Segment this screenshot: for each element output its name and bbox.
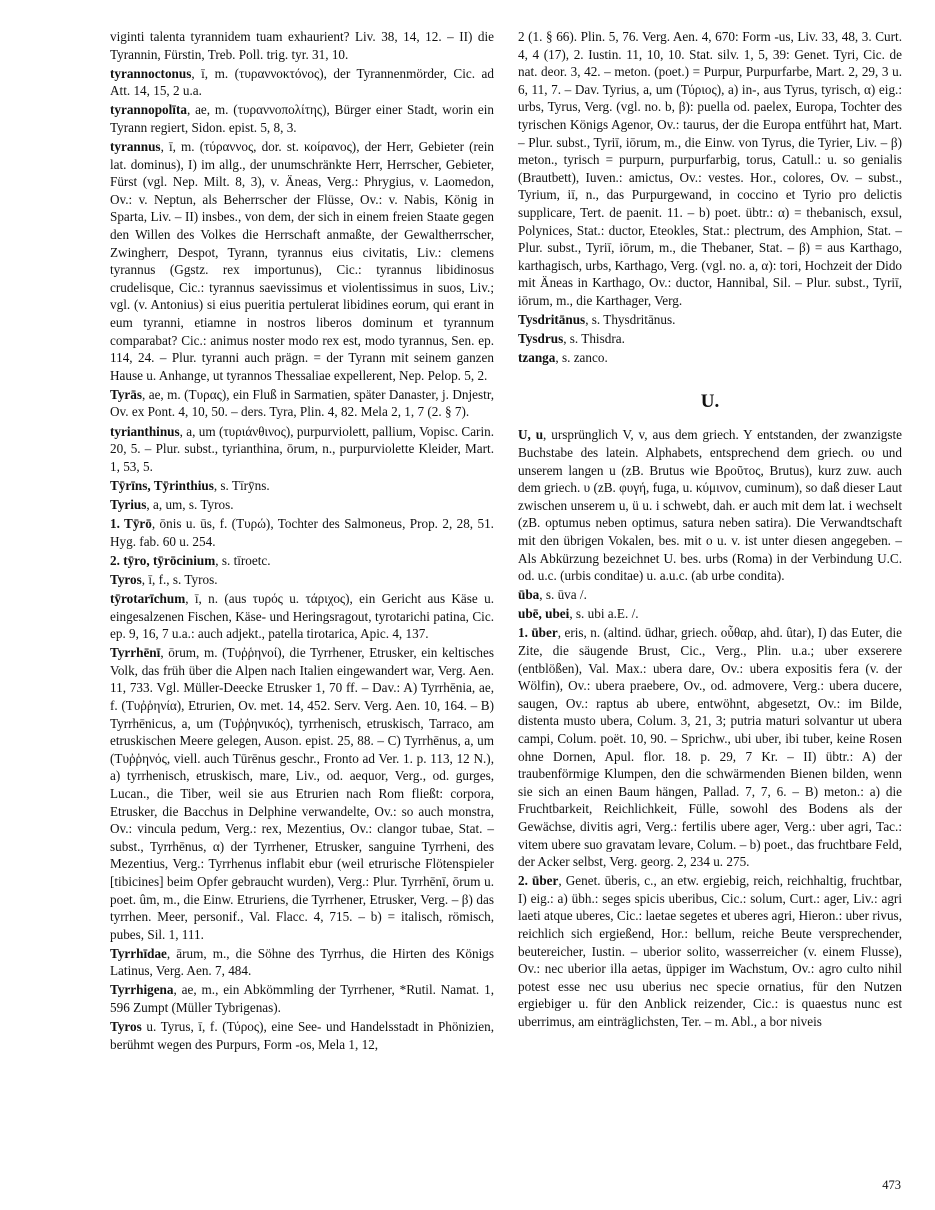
dictionary-entry bbox=[110, 65, 494, 100]
entry-headword: tyrannus bbox=[110, 139, 161, 155]
entry-headword: Tyros bbox=[110, 1019, 142, 1035]
entry-headword: Tysdritānus bbox=[518, 312, 586, 327]
entry-text: , ae, m. (τυραννοπολίτης), Bürger einer Stadt, worin ein Tyrann regiert, Sidon. epist. 5, 8, 3. bbox=[110, 102, 494, 135]
left-column bbox=[110, 28, 494, 1055]
entry-headword: U, u bbox=[518, 427, 544, 443]
dictionary-entry bbox=[110, 552, 494, 570]
entry-text: , a, um (τυριάνθινος), purpurviolett, pallium, Vopisc. Carin. 20, 5. – Plur. subst., tyrianthina, ōrum, n., purpurviolette Kleider, Mart. 1, 53, 5. bbox=[110, 423, 494, 474]
entry-text: , ae, m., ein Abkömmling der Tyrrhener, *Rutil. Namat. 1, 596 Zumpt (Müller Tybrigenas). bbox=[110, 982, 494, 1016]
entry-headword: tȳrotarīchum bbox=[110, 590, 186, 606]
entry-headword: tzanga bbox=[518, 350, 556, 366]
entry-headword: 2. tȳro, tȳrōcinium bbox=[110, 552, 216, 568]
section-letter-heading: U. bbox=[700, 390, 720, 412]
dictionary-entry bbox=[110, 477, 494, 495]
dictionary-entry bbox=[518, 349, 902, 367]
entry-headword: Tyrius bbox=[110, 496, 147, 512]
dictionary-entry bbox=[110, 571, 494, 589]
dictionary-entry bbox=[110, 423, 494, 476]
dictionary-entry bbox=[110, 981, 494, 1016]
entry-text: , ae, m. (Τυρας), ein Fluß in Sarmatien, später Danaster, j. Dnjestr, Ov. ex Pont. 4, 10, 50. – ders. Tyra, Plin. 4, 82. Mela 2, 1, 7 (2. § 7). bbox=[110, 386, 494, 420]
entry-text: , ī, n. (aus τυρός u. τάριχος), ein Gericht aus Käse u. eingesalzenen Fischen, Käse- und Heringsragout, tyrotarichi patina, Cic. ep. 9, 16, 7 u.a.: auch adjekt., patella tirotarica, Apic. 4, 137. bbox=[110, 590, 494, 642]
dictionary-entry bbox=[518, 872, 902, 1030]
entry-headword: Tyros bbox=[110, 571, 142, 587]
entry-text: , ārum, m., die Söhne des Tyrrhus, die Hirten des Königs Latinus, Verg. Aen. 7, 484. bbox=[110, 945, 494, 979]
dictionary-entry bbox=[110, 496, 494, 514]
entry-text: , s. Thysdritānus. bbox=[585, 312, 676, 327]
entry-headword: Tyrrhīdae bbox=[110, 945, 167, 961]
entry-text: , ōrum, m. (Τυῤῥηνοί), die Tyrrhener, Etrusker, ein keltisches Volk, das früh über die Alpen nach Italien eingewandert war, Verg. Aen. 11, 733. Vgl. Müller-Deecke Etrusker 1, 70 ff. – Dav.: A) Tyrrhēnia, ae, f. (Τυῤῥηνία), Etrurien, Ov. met. 14, 452. Serv. Verg. Aen. 10, 164. – B) Tyrrhēnicus, a, um (Τυῤῥηνικός), tyrrhenisch, etruskisch, Tarraco, am etruskischen Meere gelegen, Auson. epist. 25, 88. – C) Tyrrhēnus, a, um (Τυῤῥηνός, viell. auch Tūrēnus geschr., Fronto ad Ver. 1. p. 113, 12 N.), a) tyrrhenisch, etruskisch, mare, Liv., od. aequor, Verg., od. gurges, Lucan., die Tiber, weil sie aus Etrurien nach Rom fließt: corpora, Etrusker, die Bacchus in Delphine verwandelte, Ov.: so auch monstra, Ov.: vincula pedum, Verg.: rex, Mezentius, Ov.: clangor tubae, Stat. – subst., Tyrrhēnus, α) der Tyrrhener, Etrusker, sanguine Tyrrheni, des Mezentius, Verg.: Tyrrhenus inflabit ebur (weil etrurische Flötenspieler [tibicines] beim Opfer gebraucht wurden), Verg.: Plur. Tyrrhēnī, ōrum u. poet. ûm, m., die Einw. Etruriens, die Tyrrhener, Etrusker, Verg. – β) das tyrrhen. Meer, personif., Val. Flacc. 4, 715. – b) = italisch, römisch, pubes, Sil. 1, 111. bbox=[110, 645, 494, 942]
dictionary-entry bbox=[518, 586, 902, 604]
entry-text: , eris, n. (altind. ūdhar, griech. οὖθαρ, ahd. ûtar), I) das Euter, die Zite, die säugende Brust, Cic., Verg., Plin. u.a.; uber exserere (entblößen), Val. Max.: ubera dare, Ov.: ubera expositis fera (v. der Wölfin), Ov.: ubera praebere, Ov., od. admovere, Verg.: ubera ducere, saugen, Ov.: raptus ab ubere, entwöhnt, abgesetzt, Ov.: im Bilde, distenta musto ubera, Colum. 3, 21, 3; putria maturi solvantur ut ubera campi, Colum. poët. 10, 90. – Sprichw., ubi uber, ibi tuber, keine Rosen ohne Dornen, Apul. flor. 18. p. 29, 7 Kr. – II) übtr.: A) der traubenförmige Klumpen, den die schwärmenden Bienen bilden, wenn sie sich an einen Baum hängen, Pallad. 7, 7, 6. – B) meton.: a) die Fruchtbarkeit, Reichlichkeit, Fülle, sowohl des Bodens als der Gewächse, divitis agri, Verg.: fertilis ubere ager, Verg.: uber agri, Tac.: vitem ubere suo gravatam levare, Colum. – b) poet., das fruchtbare Feld, der Acker selbst, Verg. georg. 2, 234 u. 275. bbox=[518, 625, 902, 870]
dictionary-entry bbox=[518, 426, 902, 584]
entry-text: , s. zanco. bbox=[555, 350, 608, 366]
dictionary-entry bbox=[518, 28, 902, 310]
dictionary-entry bbox=[518, 624, 902, 870]
dictionary-entry bbox=[518, 311, 902, 329]
entry-headword: ubē, ubei bbox=[518, 606, 570, 622]
dictionary-entry bbox=[110, 590, 494, 643]
entry-headword: Tyrrhēnī bbox=[110, 645, 161, 661]
dictionary-entry bbox=[110, 945, 494, 980]
entry-text: 2 (1. § 66). Plin. 5, 76. Verg. Aen. 4, 670: Form -us, Liv. 33, 48, 3. Curt. 4, 4 (17), 2. Iustin. 11, 10, 10. Stat. silv. 1, 5, 39: Genet. Tyri, Cic. de nat. deor. 3, 42. – meton. (poet.) = Purpur, Purpurfarbe, Mart. 2, 29, 3 u. 6, 11, 7. – Dav. Tyrius, a, um (Τύριος), a) in-, aus Tyrus, tyrisch, α) eig.: urbs, Tyrus, Verg. (vgl. no. b, β): puella od. paelex, Europa, Tochter des tyrischen Königs Agenor, Ov.: taurus, der die Europa entführt hat, Mart. – Plur. subst., Tyriī, iōrum, m., die Einw. von Tyrus, die Tyrier, Liv. – β) meton., tyrisch = purpurn, purpurfarbig, torus, Catull.: u. so genialis (Brautbett), Iuven.: amictus, Ov.: vestes. Hor., colores, Ov. – subst., Tyrium, iī, n., das Purpurgewand, in coccino et Tyrio pro delictis supplicare, Tert. de paenit. 11. – b) poet. übtr.: α) = thebanisch, exsul, Polynices, Stat.: ductor, Eteokles, Stat.: plectrum, des Amphion, Stat. – Plur. subst., Tyriī, iōrum, m., die Thebaner, Stat. – β) = aus Karthago, karthagisch, urbs, Karthago, Verg. (vgl. no. a, α): tori, Hochzeit der Dido mit Äneas in Karthago, Ov.: ductor, Hannibal, Sil. – Plur. subst., Tyriī, iōrum, m., die Karthager, Verg. bbox=[518, 29, 903, 308]
entry-headword: 2. ūber bbox=[518, 873, 559, 889]
dictionary-entry bbox=[110, 515, 494, 550]
dictionary-entry bbox=[110, 101, 494, 136]
entry-text: , s. ubi a.E. /. bbox=[569, 606, 639, 622]
dictionary-entry bbox=[110, 644, 494, 943]
entry-headword: 1. ūber bbox=[518, 625, 558, 641]
entry-text: , ōnis u. ūs, f. (Τυρώ), Tochter des Salmoneus, Prop. 2, 28, 51. Hyg. fab. 60 u. 254. bbox=[110, 516, 494, 549]
entry-headword: Tyrās bbox=[110, 386, 142, 402]
entry-text: , a, um, s. Tyros. bbox=[146, 496, 234, 512]
dictionary-entry bbox=[518, 605, 902, 623]
entry-text: , ī, m. (τυραννοκτόνος), der Tyrannenmörder, Cic. ad Att. 14, 15, 2 u.a. bbox=[110, 65, 494, 99]
dictionary-entry bbox=[110, 386, 494, 421]
entry-text: , s. Tīrȳns. bbox=[213, 477, 270, 493]
entry-headword: Tȳrīns, Tȳrinthius bbox=[110, 477, 214, 493]
dictionary-entry bbox=[110, 1018, 494, 1053]
entry-headword: tyrannopolīta bbox=[110, 102, 187, 118]
entry-headword: ūba bbox=[518, 587, 540, 603]
page-number: 473 bbox=[882, 1178, 901, 1192]
entry-headword: tyrianthinus bbox=[110, 423, 180, 439]
entry-headword: Tysdrus bbox=[518, 331, 564, 347]
entry-text: , Genet. ūberis, c., an etw. ergiebig, reich, reichhaltig, fruchtbar, I) eig.: a) übh.: seges spicis uberibus, Cic.: solum, Curt.: ager, Liv.: agri laeti atque uberes, Cic.: laetae segetes et uberes agri, Hieron.: uber rivus, reichlich sich ergießend, Hor.: bellum, reiche Beute versprechender, beutereicher, Iustin. – uberior solito, wasserreicher (v. einem Flusse), Ov.: nec uberior illa aetas, üppiger im Wachstum, Ov.: agro culto nihil potest esse nec usu uberius nec specie ornatius, für den Nutzen ergiebiger u. für den Anblick reizender, Cic.: is quaestus nunc est uberrimus, am einträglichsten, Ter. – m. Abl., a bor niveis bbox=[518, 873, 902, 1029]
entry-text: , s. tīroetc. bbox=[215, 552, 271, 568]
entry-text: , s. Thisdra. bbox=[563, 331, 625, 347]
dictionary-entry bbox=[110, 138, 494, 384]
entry-text: , ursprünglich V, v, aus dem griech. Y entstanden, der zwanzigste Buchstabe des latein. Alphabets, entsprechend dem griech. ου und unserem langen u (zB. Brutus wie Βροῦτος, Brutus), kurz zuw. auch dem griech. υ (zB. φυγή, fuga, u. κύμινον, cuminum), so daß dieser Laut zwischen unserem u, ü u. i schwebt, dah. er auch mit dem lat. i wechselt (zB. optumus neben optimus, satura neben satira). Die Verwandtschaft mit den übrigen Vokalen, bes. mit o u. v. ist unter diesen angegeben. – Als Abkürzung bezeichnet U. bes. urbs (Roma) in der Verbindung U.C. od. u.c. (urbis conditae) u. a.u.c. (ab urbe condita). bbox=[518, 427, 902, 584]
entry-headword: Tyrrhigena bbox=[110, 982, 174, 998]
entry-text: u. Tyrus, ī, f. (Τύρος), eine See- und Handelsstadt in Phönizien, berühmt wegen des Purpurs, Form -os, Mela 1, 12, bbox=[110, 1019, 494, 1052]
entry-text: , s. ūva /. bbox=[539, 587, 587, 603]
dictionary-entry bbox=[110, 28, 494, 63]
dictionary-entry bbox=[518, 330, 902, 348]
entry-text: , ī, m. (τύραννος, dor. st. κοίρανος), der Herr, Gebieter (rein lat. dominus), I) im allg., der unumschränkte Herr, Herrscher, Gebieter, Fürst (vgl. Nep. Milt. 8, 3), v. Äneas, Verg.: Phrygius, v. Laomedon, Ov.: v. Neptun, als Beherrscher der Flüsse, Ov.: v. Nabis, König in Sparta, Liv. – II) insbes., von dem, der sich in einem freien Staate gegen den Willen des Volkes die Herrschaft anmaßte, der Gewaltherrscher, Zwingherr, Despot, Tyrann, tyrannus eius civitatis, Liv.: clemens tyrannus (Ggstz. rex importunus), Cic.: tyrannus libidinosus crudelisque, Cic.: tyrannus saevissimus et violentissimus in suos, Liv.; vgl. (v. Antonius) si eius pueritia pertulerat libidines eorum, qui erant in eum tyranni, etiamne in nostros liberos dominum et tyrannum comparabat? Cic.: animus noster modo rex est, modo tyrannus, Sen. ep. 114, 24. – Plur. tyranni auch prägn. = der Tyrann mit seinem ganzen Hause u. Anhange, ut tyrannos Thessaliae expellerent, Nep. Pelop. 5, 2. bbox=[110, 139, 494, 383]
entry-text: viginti talenta tyrannidem tuam exhaurient? Liv. 38, 14, 12. – II) die Tyrannin, Fürstin, Treb. Poll. trig. tyr. 31, 10. bbox=[110, 29, 494, 62]
entry-headword: 1. Tȳrō bbox=[110, 516, 152, 532]
entry-headword: tyrannoctonus bbox=[110, 65, 192, 81]
entry-text: , ī, f., s. Tyros. bbox=[141, 571, 218, 587]
right-column bbox=[518, 28, 902, 1032]
